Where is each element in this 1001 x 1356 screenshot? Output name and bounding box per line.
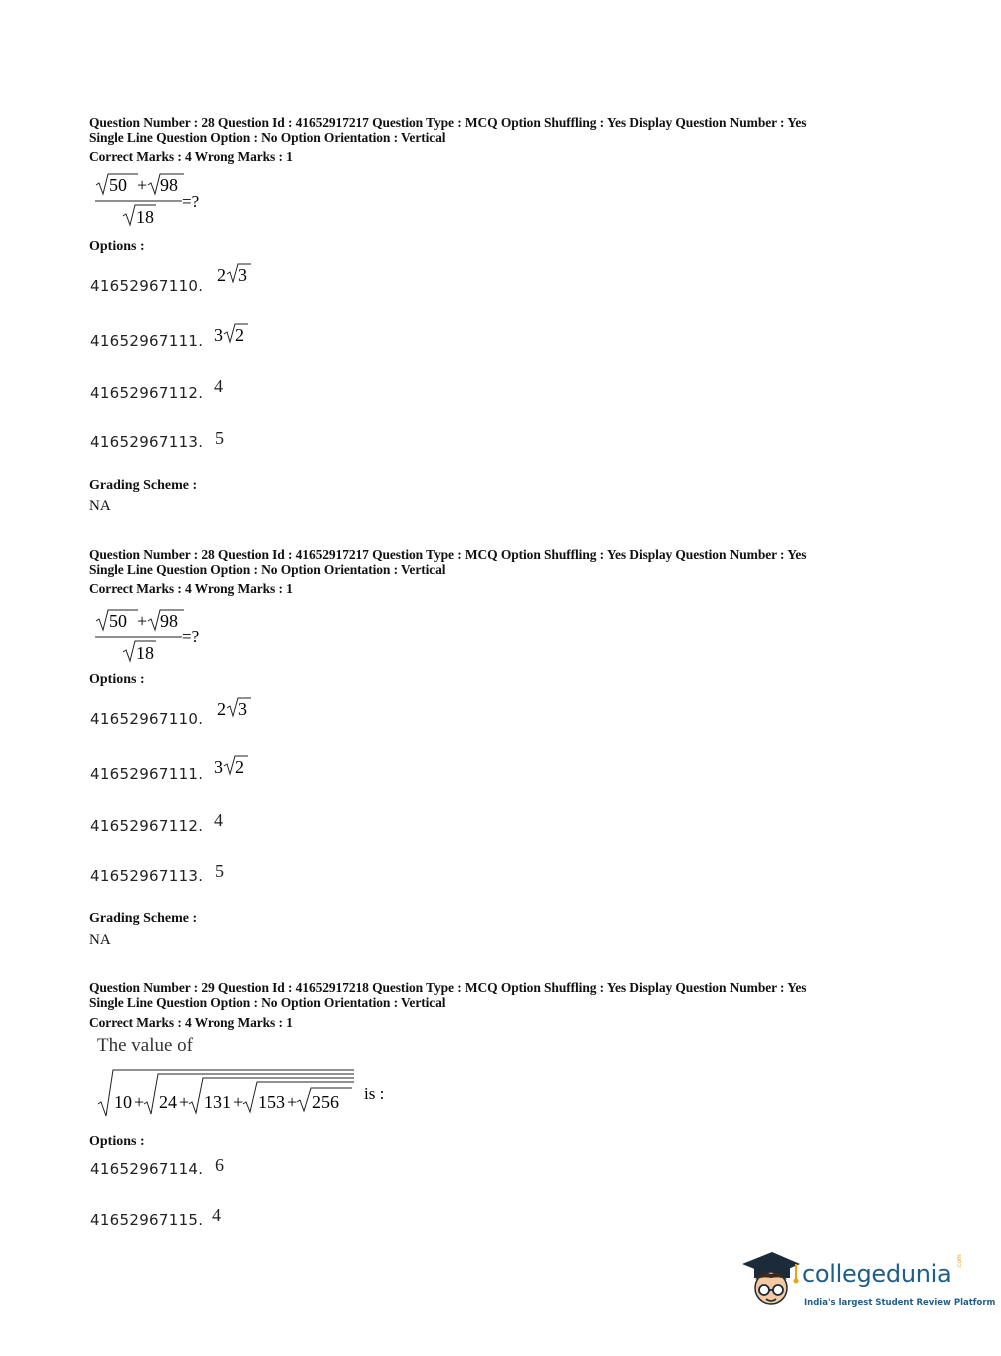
svg-text:3: 3 [214, 325, 223, 345]
option-id[interactable]: 41652967114. [90, 1160, 204, 1178]
expr-numerator-1: 50 [109, 611, 127, 631]
question-meta-line1: Question Number : 29 Question Id : 41652917218 Question Type : MCQ Option Shuffling : Yes Display Question Number : Yes [89, 980, 807, 995]
grading-scheme-label: Grading Scheme : [89, 911, 198, 926]
expression-suffix: is : [364, 1084, 385, 1103]
option-id[interactable]: 41652967112. [90, 817, 204, 835]
expr-numerator-1: 50 [109, 175, 127, 195]
svg-text:2: 2 [217, 699, 226, 719]
option-id[interactable]: 41652967113. [90, 433, 204, 451]
option-id[interactable]: 41652967110. [90, 277, 204, 295]
question-meta-line1: Question Number : 28 Question Id : 41652917217 Question Type : MCQ Option Shuffling : Yes Display Question Number : Yes [89, 115, 807, 130]
options-label: Options : [89, 239, 145, 254]
option-value-radical[interactable] [215, 258, 255, 288]
option-id[interactable]: 41652967111. [90, 332, 204, 350]
svg-text:256: 256 [312, 1092, 339, 1112]
option-value-radical[interactable] [212, 318, 252, 348]
svg-text:+: + [134, 1092, 145, 1112]
expr-numerator-2: 98 [160, 611, 178, 631]
option-value[interactable]: 4 [214, 376, 223, 396]
mascot-graduation-icon [740, 1250, 800, 1312]
svg-text:+: + [287, 1092, 298, 1112]
svg-text:+: + [179, 1092, 190, 1112]
grading-scheme-label: Grading Scheme : [89, 478, 198, 493]
collegedunia-logo[interactable] [740, 1250, 996, 1322]
logo-com-text: .com [956, 1254, 963, 1269]
marks-line: Correct Marks : 4 Wrong Marks : 1 [89, 581, 293, 596]
marks-line: Correct Marks : 4 Wrong Marks : 1 [89, 1015, 293, 1030]
svg-text:2: 2 [217, 265, 226, 285]
marks-line: Correct Marks : 4 Wrong Marks : 1 [89, 149, 293, 164]
grading-scheme-value: NA [89, 498, 111, 514]
svg-text:+: + [233, 1092, 244, 1112]
question-meta-line1: Question Number : 28 Question Id : 41652917217 Question Type : MCQ Option Shuffling : Yes Display Question Number : Yes [89, 547, 807, 562]
question-meta-line2: Single Line Question Option : No Option Orientation : Vertical [89, 130, 446, 145]
logo-brand-text: collegedunia [802, 1260, 952, 1288]
question-expression [90, 172, 220, 230]
expr-equals: =? [182, 627, 200, 646]
option-id[interactable]: 41652967115. [90, 1211, 204, 1229]
expr-equals: =? [182, 192, 200, 211]
expr-plus: + [137, 175, 148, 195]
option-value[interactable]: 6 [215, 1155, 224, 1175]
question-meta-line2: Single Line Question Option : No Option Orientation : Vertical [89, 562, 446, 577]
svg-text:2: 2 [235, 757, 244, 777]
svg-text:3: 3 [238, 265, 247, 285]
option-id[interactable]: 41652967112. [90, 384, 204, 402]
svg-text:2: 2 [235, 325, 244, 345]
svg-text:10: 10 [114, 1092, 132, 1112]
grading-scheme-value: NA [89, 932, 111, 948]
option-id[interactable]: 41652967113. [90, 867, 204, 885]
option-value[interactable]: 5 [215, 428, 224, 448]
option-value-radical[interactable] [212, 750, 252, 780]
option-value[interactable]: 4 [212, 1205, 221, 1225]
logo-tagline: India's largest Student Review Platform [804, 1298, 996, 1308]
svg-text:3: 3 [214, 757, 223, 777]
options-label: Options : [89, 672, 145, 687]
svg-text:24: 24 [159, 1092, 177, 1112]
question-meta-line2: Single Line Question Option : No Option Orientation : Vertical [89, 995, 446, 1010]
option-value-radical[interactable] [215, 692, 255, 722]
svg-text:153: 153 [258, 1092, 285, 1112]
expr-numerator-2: 98 [160, 175, 178, 195]
nested-radical-expression [92, 1060, 392, 1122]
question-expression [90, 608, 220, 666]
option-value[interactable]: 4 [214, 810, 223, 830]
option-id[interactable]: 41652967110. [90, 710, 204, 728]
option-id[interactable]: 41652967111. [90, 765, 204, 783]
expr-plus: + [137, 611, 148, 631]
svg-text:131: 131 [204, 1092, 231, 1112]
option-value[interactable]: 5 [215, 861, 224, 881]
expr-denominator: 18 [136, 207, 154, 227]
svg-text:3: 3 [238, 699, 247, 719]
expr-denominator: 18 [136, 643, 154, 663]
question-prompt: The value of [97, 1035, 194, 1056]
options-label: Options : [89, 1134, 145, 1149]
